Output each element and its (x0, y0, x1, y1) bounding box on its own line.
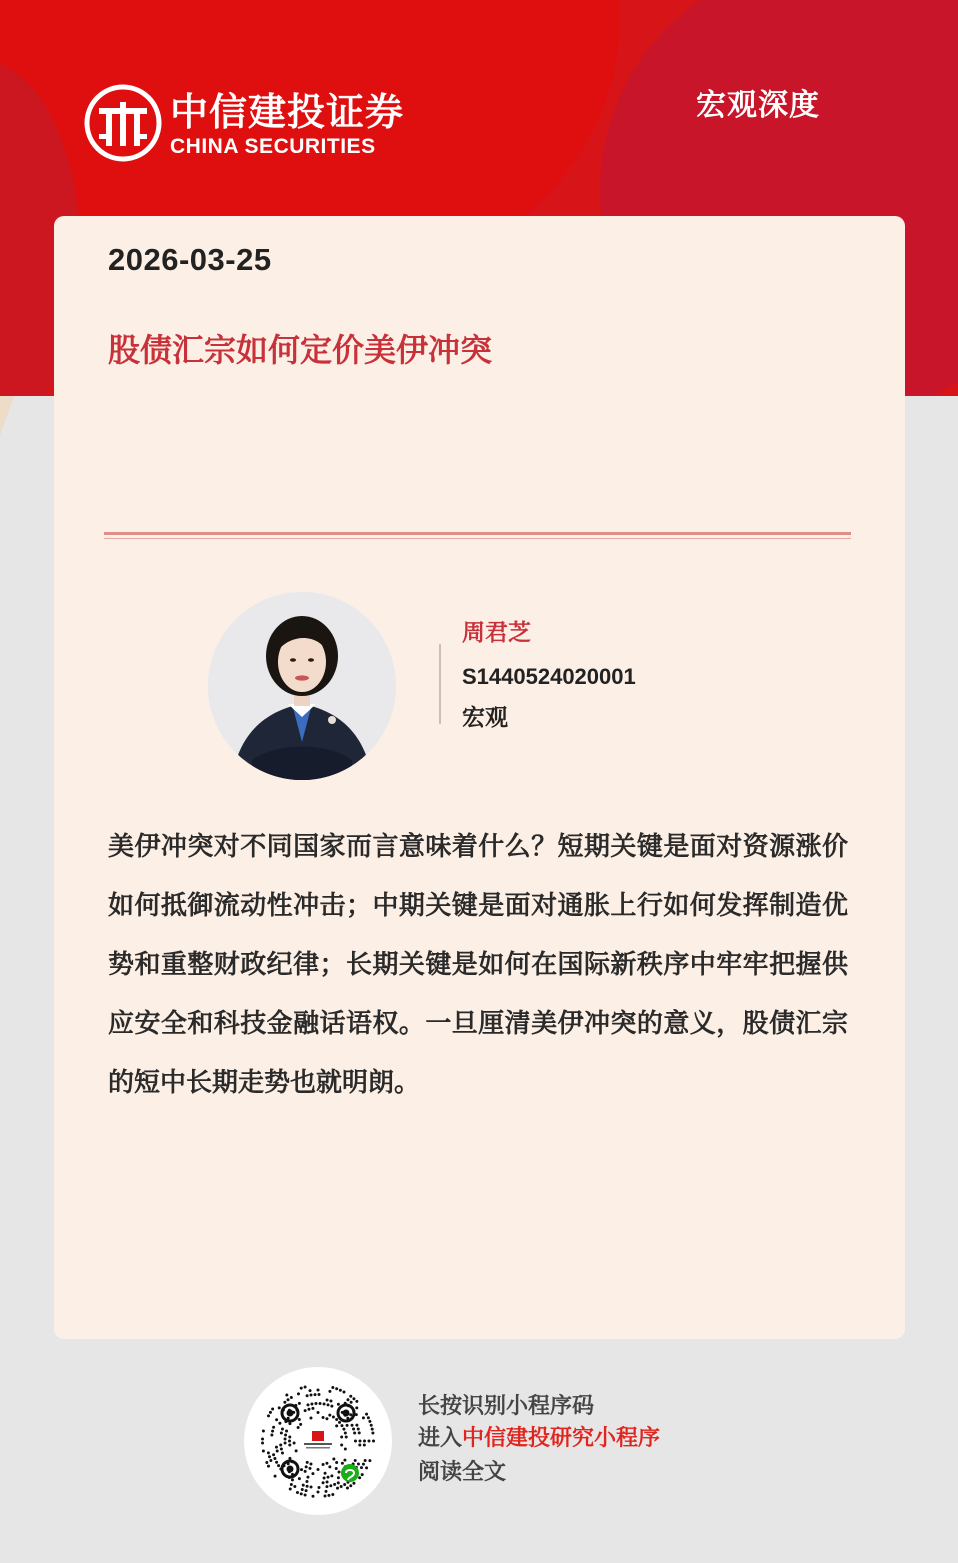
author-department: 宏观 (462, 705, 508, 731)
mini-program-name-link[interactable]: 中信建投研究小程序 (462, 1425, 661, 1451)
footer-entry-line (418, 1422, 660, 1454)
author-avatar (208, 592, 396, 780)
report-date: 2026-03-25 (108, 242, 272, 277)
mini-program-code[interactable] (244, 1367, 392, 1515)
title-divider (104, 532, 851, 539)
author-portrait-icon (208, 592, 396, 780)
author-name: 周君芝 (462, 620, 531, 646)
author-separator (439, 644, 441, 724)
citic-emblem-icon (84, 84, 162, 162)
decorative-sliver (0, 396, 14, 436)
author-license-number: S1440524020001 (462, 664, 636, 689)
logo-english-name: CHINA SECURITIES (170, 135, 376, 158)
report-title: 股债汇宗如何定价美伊冲突 (108, 331, 493, 369)
report-summary: 美伊冲突对不同国家而言意味着什么？短期关键是面对资源涨价如何抵御流动性冲击；中期关键是面对通胀上行如何发挥制造优势和重整财政纪律；长期关键是如何在国际新秩序中牢牢把握供应安全和科技金融话语权。一旦厘清美伊冲突的意义，股债汇宗的短中长期走势也就明朗。 (108, 832, 848, 1098)
report-category: 宏观深度 (696, 88, 820, 123)
report-card (54, 216, 905, 1339)
logo-chinese-name: 中信建投证券 (170, 89, 405, 134)
footer-entry-prefix: 进入 (418, 1425, 463, 1451)
footer-read-more: 阅读全文 (418, 1459, 507, 1485)
footer-instruction: 长按识别小程序码 (418, 1393, 595, 1419)
qr-code-icon (258, 1381, 378, 1501)
